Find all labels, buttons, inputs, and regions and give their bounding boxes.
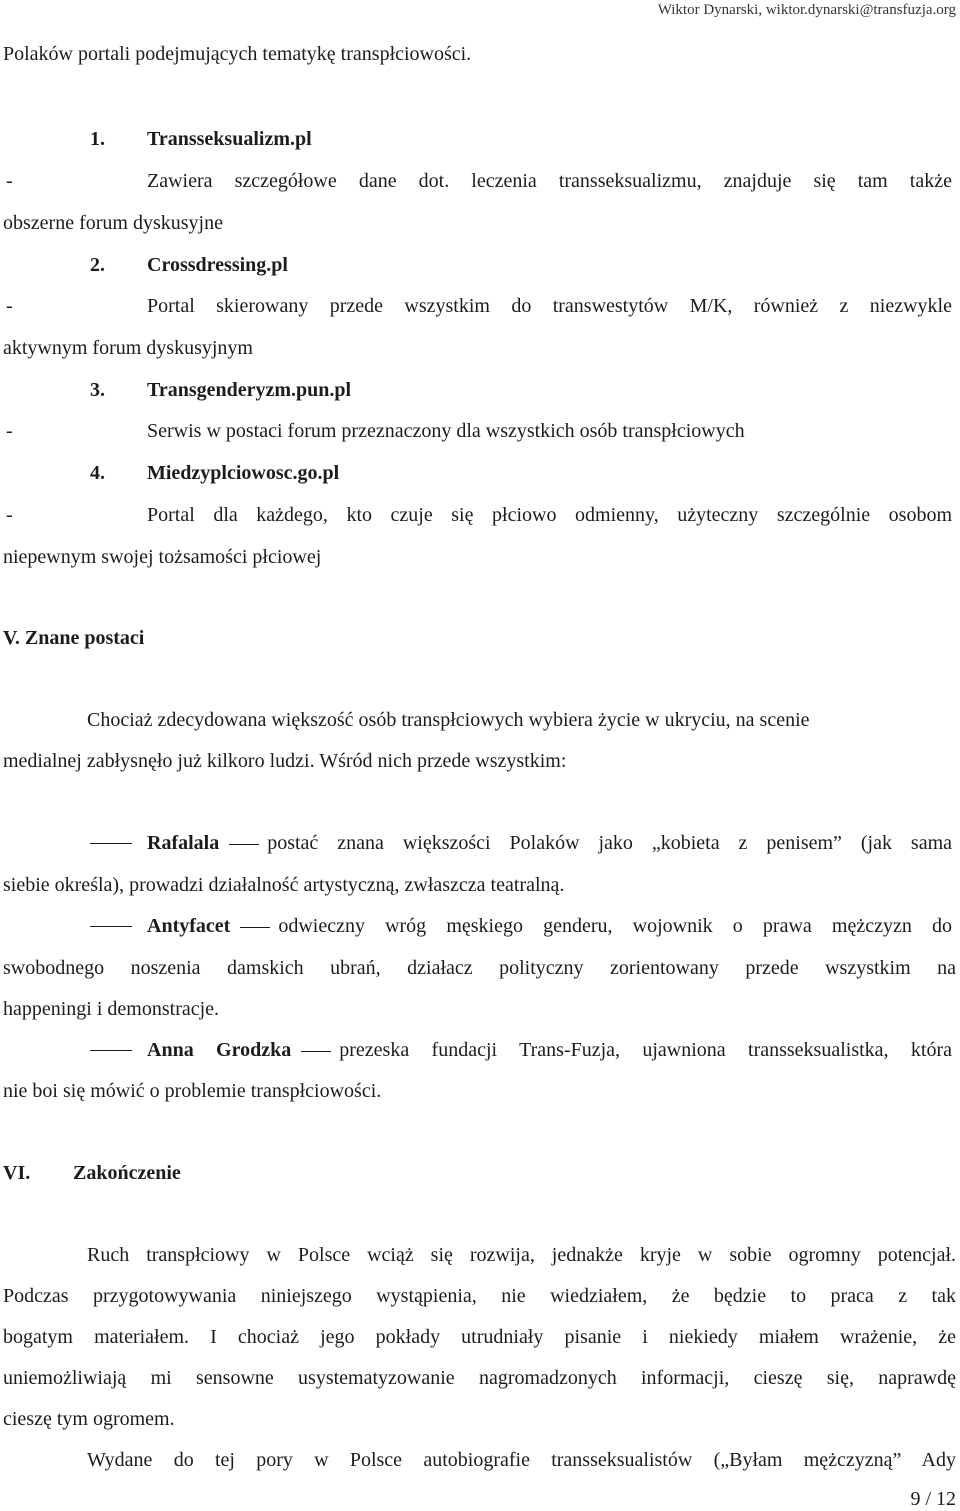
dash-marker: - [6, 420, 13, 442]
portal-name: Transseksualizm.pl [147, 128, 312, 150]
page-header: Wiktor Dynarski, wiktor.dynarski@transfuzja.org [657, 2, 956, 18]
portal-number: 2. [90, 254, 105, 276]
dash-marker [90, 843, 132, 844]
dash-marker: - [6, 295, 13, 317]
conclusion-line-2: Podczas przygotowywania niniejszego wystąpienia, nie wiedziałem, że będzie to praca z tak [3, 1285, 956, 1307]
person-name: Anna Grodzka [147, 1039, 292, 1061]
dash-marker [90, 926, 132, 927]
portal-number: 4. [90, 462, 105, 484]
section-v-para-line2: medialnej zabłysnęło już kilkoro ludzi. Wśród nich przede wszystkim: [3, 750, 567, 772]
portal-name: Transgenderyzm.pun.pl [147, 379, 352, 401]
dash-marker: - [6, 170, 13, 192]
conclusion-line-1: Ruch transpłciowy w Polsce wciąż się rozwija, jednakże kryje w sobie ogromny potencjał. [87, 1244, 956, 1266]
section-title: Zakończenie [73, 1162, 181, 1184]
conclusion-line-5: cieszę tym ogromem. [3, 1408, 175, 1430]
dash-separator [229, 844, 259, 845]
section-heading-v: V. Znane postaci [3, 627, 145, 649]
person-name: Rafalala [147, 832, 220, 854]
conclusion-p2-line-1: Wydane do tej pory w Polsce autobiografie transseksualistów („Byłam mężczyzną” Ady [87, 1449, 956, 1471]
person-line [147, 1037, 952, 1063]
conclusion-line-4: uniemożliwiają mi sensowne usystematyzowanie nagromadzonych informacji, cieszę się, naprawdę [3, 1367, 956, 1389]
person-anna-grodzka-cont: nie boi się mówić o problemie transpłciowości. [3, 1080, 382, 1102]
person-line [147, 830, 952, 856]
portal-name: Crossdressing.pl [147, 254, 288, 276]
person-desc: odwieczny wróg męskiego genderu, wojownik o prawa mężczyzn do [278, 915, 952, 937]
portal-desc-text: Zawiera szczegółowe dane dot. leczenia transseksualizmu, znajduje się tam także [147, 170, 952, 192]
person-antyfacet-cont1: swobodnego noszenia damskich ubrań, działacz polityczny zorientowany przede wszystkim na [3, 957, 956, 979]
dash-marker [90, 1050, 132, 1051]
portal-desc-2-cont: aktywnym forum dyskusyjnym [3, 337, 253, 359]
portal-desc-text: Portal skierowany przede wszystkim do transwestytów M/K, również z niezwykle [147, 295, 952, 317]
person-name: Antyfacet [147, 915, 231, 937]
portal-name: Miedzyplciowosc.go.pl [147, 462, 340, 484]
portal-desc-text: Serwis w postaci forum przeznaczony dla wszystkich osób transpłciowych [147, 420, 745, 442]
section-number: VI. [3, 1162, 31, 1184]
portal-desc-text: Portal dla każdego, kto czuje się płciowo odmienny, użyteczny szczególnie osobom [147, 504, 952, 526]
portal-number: 3. [90, 379, 105, 401]
conclusion-line-3: bogatym materiałem. I chociaż jego pokłady utrudniały pisanie i niekiedy miałem wrażenie, że [3, 1326, 956, 1348]
dash-separator [240, 927, 270, 928]
portal-desc-4-cont: niepewnym swojej tożsamości płciowej [3, 546, 322, 568]
person-rafalala-cont: siebie określa), prowadzi działalność artystyczną, zwłaszcza teatralną. [3, 874, 565, 896]
dash-separator [301, 1051, 331, 1052]
section-v-para-line1: Chociaż zdecydowana większość osób transpłciowych wybiera życie w ukryciu, na scenie [87, 709, 810, 731]
intro-tail: Polaków portali podejmujących tematykę transpłciowości. [3, 43, 472, 65]
page-number: 9 / 12 [910, 1488, 956, 1510]
portal-number: 1. [90, 128, 105, 150]
person-desc: prezeska fundacji Trans-Fuzja, ujawniona transseksualistka, która [339, 1039, 952, 1061]
section-heading-vi [3, 1160, 956, 1186]
person-antyfacet-cont2: happeningi i demonstracje. [3, 998, 220, 1020]
portal-desc-1-cont: obszerne forum dyskusyjne [3, 212, 223, 234]
person-desc: postać znana większości Polaków jako „kobieta z penisem” (jak sama [267, 832, 952, 854]
dash-marker: - [6, 504, 13, 526]
person-line [147, 913, 952, 939]
